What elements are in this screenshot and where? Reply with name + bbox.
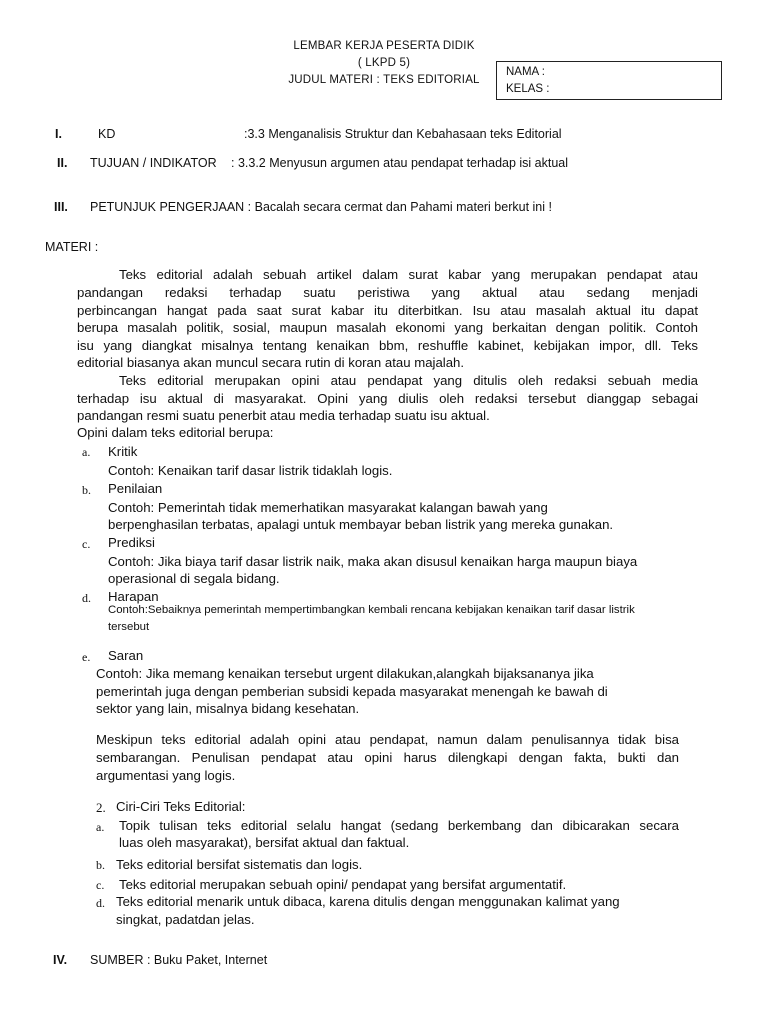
nama-label: NAMA : bbox=[506, 66, 545, 78]
ciri-item: luas oleh masyarakat), bersifat aktual dan faktual. bbox=[119, 835, 410, 850]
materi-heading: MATERI : bbox=[45, 240, 99, 254]
opini-title: Kritik bbox=[108, 444, 138, 459]
ciri-item: Teks editorial merupakan sebuah opini/ pendapat yang bersifat argumentatif. bbox=[119, 877, 567, 892]
ciri-item: Teks editorial menarik untuk dibaca, karena ditulis dengan menggunakan kalimat yang bbox=[116, 894, 620, 909]
opini-example: Contoh: Jika biaya tarif dasar listrik naik, maka akan disusul kenaikan harga maupun biaya bbox=[108, 554, 638, 569]
opini-example: Contoh: Jika memang kenaikan tersebut urgent dilakukan,alangkah bijaksananya jika bbox=[96, 666, 594, 681]
opini-title: Harapan bbox=[108, 589, 159, 604]
text-line: Teks editorial merupakan opini atau pendapat yang ditulis oleh redaksi sebuah media bbox=[119, 373, 698, 388]
list-letter: a. bbox=[82, 445, 91, 459]
section-number: IV. bbox=[53, 953, 68, 967]
identity-box bbox=[496, 61, 722, 100]
text-line: argumentasi yang logis. bbox=[96, 768, 236, 783]
list-letter: e. bbox=[82, 650, 91, 664]
material-title: JUDUL MATERI : TEKS EDITORIAL bbox=[288, 74, 480, 86]
tujuan-value: : 3.3.2 Menyusun argumen atau pendapat terhadap isi aktual bbox=[231, 156, 569, 170]
worksheet-subtitle: ( LKPD 5) bbox=[357, 57, 411, 69]
text-line: isu yang diangkat misalnya tentang kenaikan bbm, reshuffle kabinet, kebijakan impor, dll. Teks bbox=[77, 338, 698, 353]
text-line: Teks editorial adalah sebuah artikel dalam surat kabar yang merupakan pendapat atau bbox=[119, 267, 698, 282]
worksheet-title: LEMBAR KERJA PESERTA DIDIK bbox=[293, 40, 475, 52]
opini-example: operasional di segala bidang. bbox=[108, 571, 280, 586]
text-line: Meskipun teks editorial adalah opini atau pendapat, namun dalam penulisannya tidak bisa bbox=[96, 732, 679, 747]
tujuan-label: TUJUAN / INDIKATOR bbox=[90, 156, 217, 170]
opini-example: sektor yang lain, misalnya bidang kesehatan. bbox=[96, 701, 360, 716]
list-letter: d. bbox=[96, 896, 105, 910]
opini-example: tersebut bbox=[108, 621, 150, 633]
opini-intro: Opini dalam teks editorial berupa: bbox=[77, 425, 274, 440]
opini-example: pemerintah juga dengan pemberian subsidi kepada masyarakat menengah ke bawah di bbox=[96, 684, 608, 699]
opini-example: Contoh:Sebaiknya pemerintah mempertimbangkan kembali rencana kebijakan kenaikan tarif dasar listrik bbox=[108, 604, 635, 616]
opini-example: Contoh: Kenaikan tarif dasar listrik tidaklah logis. bbox=[108, 463, 393, 478]
text-line: pandangan resmi suatu penerbit atau media terhadap suatu isu aktual. bbox=[77, 408, 490, 423]
kelas-label: KELAS : bbox=[506, 83, 550, 95]
section-number: II. bbox=[57, 156, 68, 170]
list-letter: d. bbox=[82, 591, 91, 605]
list-number: 2. bbox=[96, 800, 106, 815]
text-line: perbincangan hangat pada saat surat kabar itu diterbitkan. Isu atau masalah aktual itu dapat bbox=[77, 303, 698, 318]
list-letter: b. bbox=[82, 483, 91, 497]
list-letter: c. bbox=[82, 537, 91, 551]
kd-label: KD bbox=[98, 127, 116, 141]
text-line: pandangan redaksi terhadap suatu peristiwa yang aktual atau sedang menjadi bbox=[77, 285, 698, 300]
petunjuk-text: PETUNJUK PENGERJAAN : Bacalah secara cermat dan Pahami materi berkut ini ! bbox=[90, 200, 552, 214]
section-number: III. bbox=[54, 200, 68, 214]
text-line: editorial biasanya akan muncul secara rutin di koran atau majalah. bbox=[77, 355, 465, 370]
opini-title: Penilaian bbox=[108, 481, 163, 496]
ciri-heading: Ciri-Ciri Teks Editorial: bbox=[116, 799, 246, 814]
text-line: sembarangan. Penulisan pendapat atau opini harus dilengkapi dengan fakta, bukti dan bbox=[96, 750, 679, 765]
kd-value: :3.3 Menganalisis Struktur dan Kebahasaan teks Editorial bbox=[244, 127, 562, 141]
ciri-item: Teks editorial bersifat sistematis dan logis. bbox=[116, 857, 363, 872]
ciri-item: singkat, padatdan jelas. bbox=[116, 912, 255, 927]
section-number: I. bbox=[55, 127, 62, 141]
opini-example: berpenghasilan terbatas, apalagi untuk membayar beban listrik yang mereka gunakan. bbox=[108, 517, 614, 532]
opini-example: Contoh: Pemerintah tidak memerhatikan masyarakat kalangan bawah yang bbox=[108, 500, 548, 515]
sumber-text: SUMBER : Buku Paket, Internet bbox=[90, 953, 268, 967]
list-letter: c. bbox=[96, 878, 105, 892]
ciri-item: Topik tulisan teks editorial selalu hangat (sedang berkembang dan dibicarakan secara bbox=[119, 818, 679, 833]
list-letter: a. bbox=[96, 820, 105, 834]
list-letter: b. bbox=[96, 858, 105, 872]
text-line: berupa masalah politik, sosial, maupun masalah ekonomi yang berkaitan dengan politik. Contoh bbox=[77, 320, 698, 335]
text-line: terhadap isu aktual di masyarakat. Opini yang diulis oleh redaksi tersebut dianggap sebagai bbox=[77, 391, 698, 406]
opini-title: Saran bbox=[108, 648, 144, 663]
opini-title: Prediksi bbox=[108, 535, 155, 550]
